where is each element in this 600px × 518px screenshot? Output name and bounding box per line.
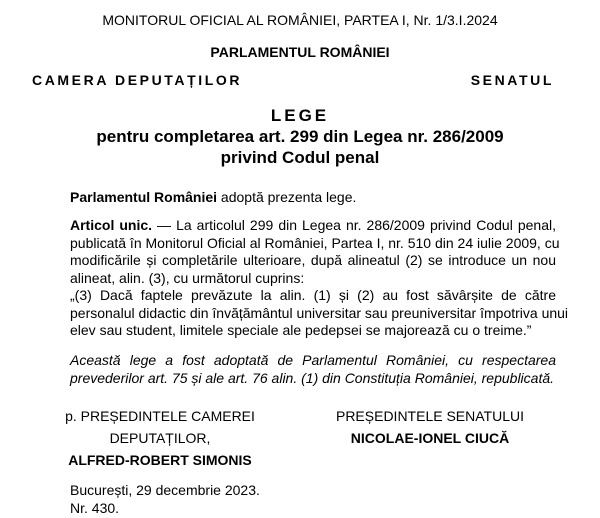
law-title: LEGE bbox=[270, 106, 330, 125]
closing-line: Această lege a fost adoptată de Parlamentul României, cu respectarea bbox=[70, 352, 556, 368]
article-line: elev sau student, limitele speciale ale pedepsei se majorează cu o treime.” bbox=[70, 322, 532, 338]
article-line: personalul didactic din învățământul universitar sau preuniversitar împotriva unui bbox=[70, 304, 569, 321]
article-line: „(3) Dacă faptele prevăzute la alin. (1) și (2) au fost săvârșite de către bbox=[70, 287, 556, 303]
senate-label: SENATUL bbox=[470, 72, 554, 88]
signature-chamber-title2: DEPUTAȚILOR, bbox=[109, 430, 211, 446]
signature-senate-name: NICOLAE-IONEL CIUCĂ bbox=[350, 430, 510, 446]
article-label: Articol unic. bbox=[70, 217, 153, 233]
closing-statement bbox=[70, 352, 556, 387]
law-subtitle-line1: pentru completarea art. 299 din Legea nr. 286/2009 bbox=[96, 127, 504, 146]
signature-senate-title: PREȘEDINTELE SENATULUI bbox=[335, 408, 524, 424]
signature-chamber-title1: p. PREȘEDINTELE CAMEREI bbox=[65, 408, 255, 424]
closing-line: prevederilor art. 75 și ale art. 76 alin. (1) din Constituția României, republicată. bbox=[70, 369, 555, 386]
article-line: publicată în Monitorul Oficial al României, Partea I, nr. 510 din 24 iulie 2009, cu bbox=[70, 234, 560, 251]
parliament-heading: PARLAMENTUL ROMÂNIEI bbox=[210, 44, 390, 60]
chamber-deputies-label: CAMERA DEPUTAȚILOR bbox=[32, 72, 243, 88]
law-subtitle-line2: privind Codul penal bbox=[220, 148, 380, 167]
law-number: Nr. 430. bbox=[70, 500, 120, 516]
adoption-statement bbox=[70, 189, 556, 207]
article-line: Articol unic. — La articolul 299 din Legea nr. 286/2009 privind Codul penal, bbox=[70, 217, 556, 233]
gazette-header: MONITORUL OFICIAL AL ROMÂNIEI, PARTEA I, Nr. 1/3.I.2024 bbox=[102, 12, 498, 28]
article-line: modificările și completările ulterioare, după alineatul (2) se introduce un nou bbox=[70, 252, 556, 268]
adoption-rest: adoptă prezenta lege. bbox=[217, 189, 357, 205]
article-text bbox=[70, 217, 569, 340]
signature-senate bbox=[330, 405, 530, 449]
adoption-subject: Parlamentul României bbox=[70, 189, 218, 205]
place-date: București, 29 decembrie 2023. bbox=[70, 482, 260, 498]
signature-chamber-name: ALFRED-ROBERT SIMONIS bbox=[68, 452, 252, 468]
article-line: alineat, alin. (3), cu următorul cuprins: bbox=[70, 269, 305, 286]
signature-chamber bbox=[60, 405, 260, 471]
